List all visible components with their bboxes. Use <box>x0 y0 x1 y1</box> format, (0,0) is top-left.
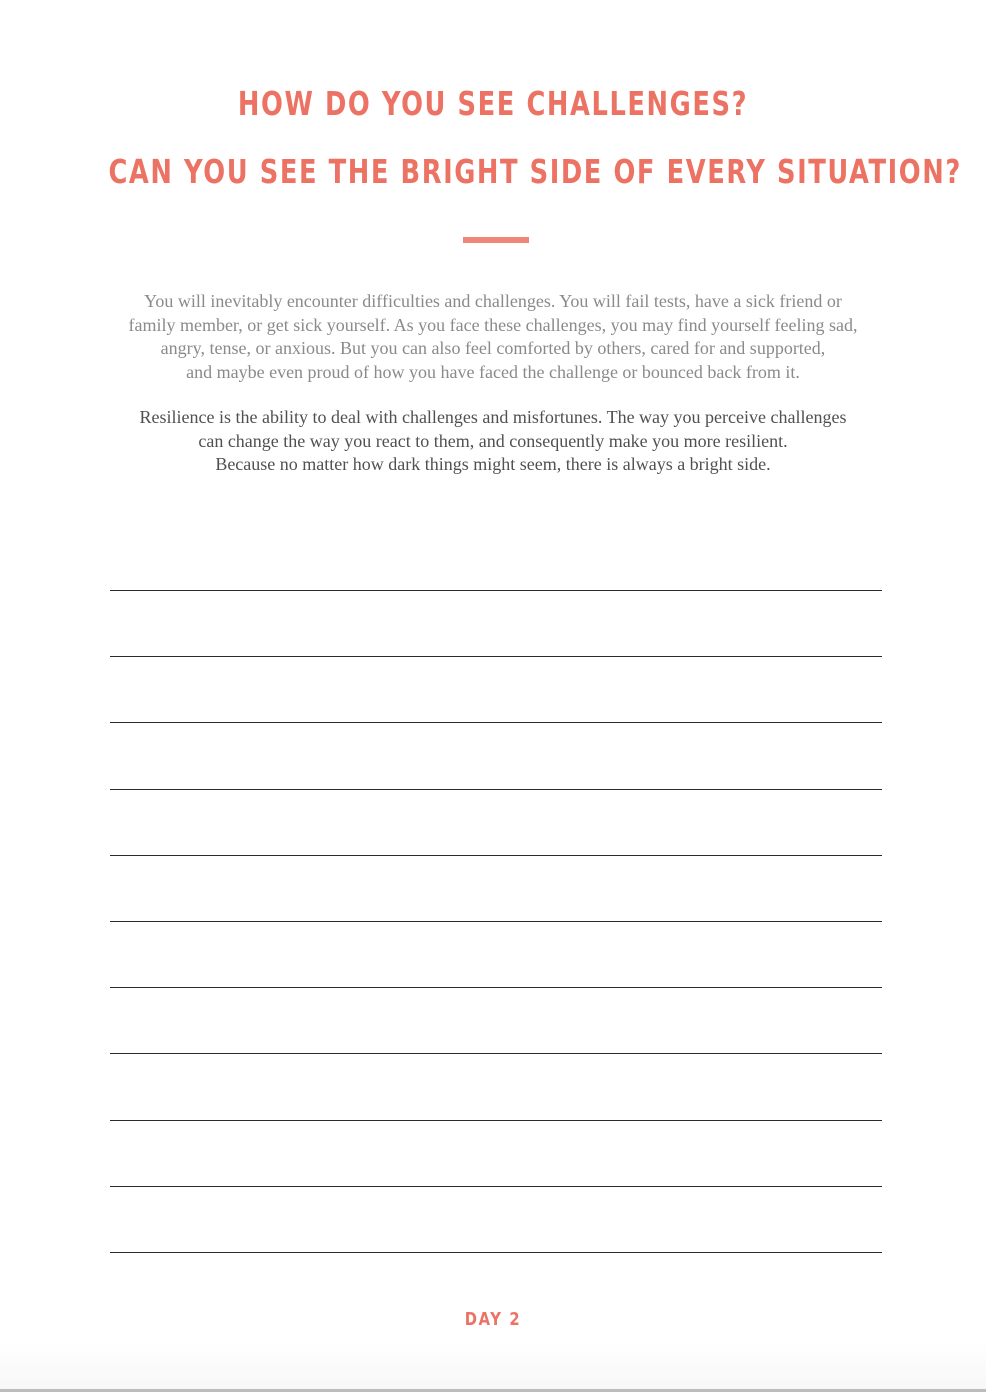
intro-paragraph <box>100 290 886 384</box>
writing-line[interactable] <box>110 1053 882 1054</box>
resilience-line: Resilience is the ability to deal with challenges and misfortunes. The way you perceive challenges <box>139 407 847 427</box>
writing-line[interactable] <box>110 590 882 591</box>
intro-line: family member, or get sick yourself. As you face these challenges, you may find yourself feeling sad, <box>128 314 858 335</box>
writing-line[interactable] <box>110 656 882 657</box>
intro-line: You will inevitably encounter difficulties and challenges. You will fail tests, have a sick friend or <box>144 291 842 311</box>
page-title-line-1: HOW DO YOU SEE CHALLENGES? <box>237 84 749 123</box>
intro-line: and maybe even proud of how you have faced the challenge or bounced back from it. <box>186 361 800 382</box>
day-label: DAY 2 <box>464 1309 522 1330</box>
writing-line[interactable] <box>110 1120 882 1121</box>
writing-line[interactable] <box>110 921 882 922</box>
writing-line[interactable] <box>110 1186 882 1187</box>
writing-line[interactable] <box>110 987 882 988</box>
writing-line[interactable] <box>110 722 882 723</box>
page-title-line-2: CAN YOU SEE THE BRIGHT SIDE OF EVERY SITUATION? <box>108 152 962 191</box>
intro-line: angry, tense, or anxious. But you can also feel comforted by others, cared for and supported, <box>160 338 826 358</box>
page-shadow <box>0 1340 986 1390</box>
resilience-line: Because no matter how dark things might seem, there is always a bright side. <box>215 454 771 474</box>
writing-line[interactable] <box>110 855 882 856</box>
resilience-line: can change the way you react to them, and consequently make you more resilient. <box>198 430 788 451</box>
resilience-paragraph <box>100 406 886 477</box>
writing-line[interactable] <box>110 1252 882 1253</box>
writing-line[interactable] <box>110 789 882 790</box>
title-divider <box>463 237 529 243</box>
